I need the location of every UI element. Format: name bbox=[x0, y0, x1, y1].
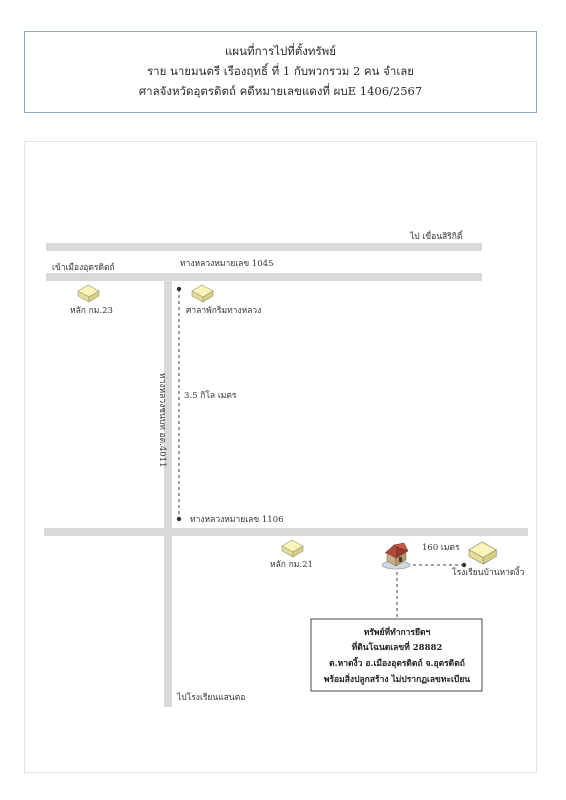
label-from-uttaradit: เข้าเมืองอุตรดิตถ์ bbox=[52, 263, 115, 273]
property-line-deed: ที่ดินโฉนดเลขที่ 28882 bbox=[351, 643, 443, 653]
highway-1106-road bbox=[44, 528, 528, 536]
label-rural-road-4011: ทางหลวงชนบท อต.4011 bbox=[157, 373, 167, 468]
route-start-dot bbox=[177, 287, 181, 291]
km-23-marker bbox=[78, 285, 99, 302]
property-line-building: พร้อมสิ่งปลูกสร้าง ไม่ปรากฏเลขทะเบียน bbox=[323, 675, 471, 685]
label-highway-1106: ทางหลวงหมายเลข 1106 bbox=[190, 515, 284, 525]
label-to-school-saenkhao: ไปโรงเรียนแสนตอ bbox=[177, 693, 246, 703]
label-km-23: หลัก กม.23 bbox=[70, 306, 113, 316]
km-21-marker bbox=[282, 540, 303, 557]
label-km-21: หลัก กม.21 bbox=[270, 560, 313, 570]
property-line-location: ต.หาดงิ้ว อ.เมืองอุตรดิตถ์ จ.อุตรดิตถ์ bbox=[329, 659, 465, 669]
house-icon bbox=[382, 543, 410, 569]
label-to-sirikit-dam: ไป เขื่อนสิริกิติ์ bbox=[410, 232, 463, 242]
route-end-dot bbox=[177, 517, 181, 521]
label-distance-3-5km: 3.5 กิโล เมตร bbox=[184, 391, 237, 401]
label-distance-160m: 160 เมตร bbox=[422, 543, 460, 553]
map-title: แผนที่การไปที่ตั้งทรัพย์ bbox=[224, 44, 336, 58]
school-dot bbox=[462, 563, 466, 567]
highway-1045-road bbox=[46, 273, 482, 281]
label-rest-area: ศาลาพักริมทางหลวง bbox=[186, 306, 262, 316]
road-to-sirikit-dam bbox=[46, 243, 482, 251]
property-line-seized: ทรัพย์ที่ทำการยึดฯ bbox=[363, 628, 431, 638]
rest-area-marker bbox=[192, 285, 213, 302]
rural-road-4011 bbox=[164, 280, 172, 707]
case-parties: ราย นายมนตรี เรืองฤทธิ์ ที่ 1 กับพวกรวม 2 คน จำเลย bbox=[146, 64, 415, 78]
school-marker bbox=[469, 542, 496, 564]
label-school-ban-hat-ngio: โรงเรียนบ้านหาดงิ้ว bbox=[452, 568, 525, 578]
label-highway-1045: ทางหลวงหมายเลข 1045 bbox=[180, 259, 274, 269]
court-case-number: ศาลจังหวัดอุตรดิตถ์ คดีหมายเลขแดงที่ ผบE 1406/2567 bbox=[138, 84, 423, 98]
